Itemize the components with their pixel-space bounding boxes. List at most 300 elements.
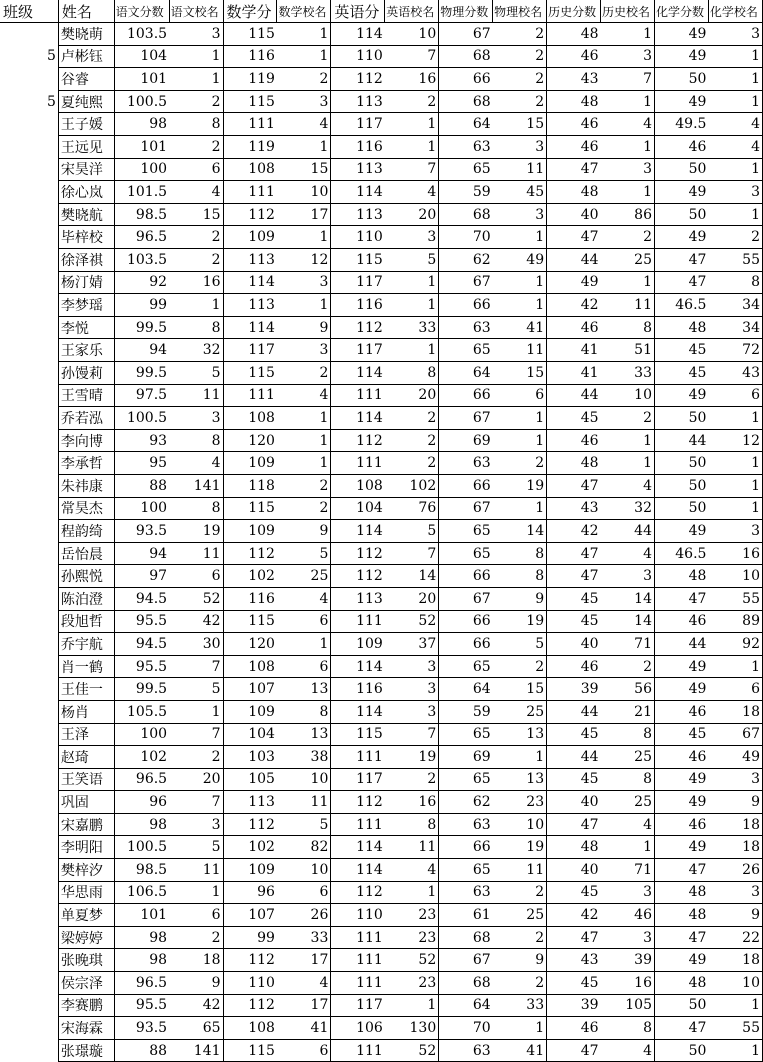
chemistry-rank[interactable]: 55 <box>708 1017 762 1040</box>
english-score[interactable]: 116 <box>331 136 385 159</box>
chemistry-score[interactable]: 49 <box>654 384 708 407</box>
class-cell[interactable] <box>0 203 58 226</box>
english-rank[interactable]: 52 <box>385 949 439 972</box>
chemistry-score[interactable]: 46.5 <box>654 542 708 565</box>
class-cell[interactable] <box>0 452 58 475</box>
english-rank[interactable]: 2 <box>385 429 439 452</box>
chemistry-rank[interactable]: 49 <box>708 746 762 769</box>
physics-score[interactable]: 68 <box>439 926 493 949</box>
history-rank[interactable]: 16 <box>601 972 655 995</box>
chinese-score[interactable]: 95.5 <box>114 994 169 1017</box>
english-score[interactable]: 111 <box>331 610 385 633</box>
header-history-score[interactable]: 历史分数 <box>547 0 601 23</box>
class-cell[interactable] <box>0 113 58 136</box>
chemistry-rank[interactable]: 4 <box>708 113 762 136</box>
chinese-score[interactable]: 98.5 <box>114 859 169 882</box>
history-score[interactable]: 48 <box>547 23 601 46</box>
chinese-score[interactable]: 99.5 <box>114 362 169 385</box>
math-rank[interactable]: 2 <box>277 68 331 91</box>
chinese-rank[interactable]: 42 <box>169 994 223 1017</box>
history-score[interactable]: 47 <box>547 158 601 181</box>
english-score[interactable]: 111 <box>331 926 385 949</box>
math-rank[interactable]: 26 <box>277 904 331 927</box>
english-rank[interactable]: 1 <box>385 136 439 159</box>
english-rank[interactable]: 2 <box>385 768 439 791</box>
history-rank[interactable]: 11 <box>601 294 655 317</box>
math-rank[interactable]: 10 <box>277 859 331 882</box>
chemistry-rank[interactable]: 18 <box>708 949 762 972</box>
name-cell[interactable]: 张晚琪 <box>58 949 114 972</box>
math-score[interactable]: 96 <box>223 881 277 904</box>
chinese-score[interactable]: 94.5 <box>114 587 169 610</box>
math-rank[interactable]: 1 <box>277 23 331 46</box>
class-cell[interactable] <box>0 384 58 407</box>
math-rank[interactable]: 17 <box>277 949 331 972</box>
chinese-score[interactable]: 98 <box>114 113 169 136</box>
history-rank[interactable]: 3 <box>601 565 655 588</box>
history-score[interactable]: 46 <box>547 316 601 339</box>
history-rank[interactable]: 8 <box>601 1017 655 1040</box>
physics-score[interactable]: 65 <box>439 158 493 181</box>
history-rank[interactable]: 46 <box>601 904 655 927</box>
physics-rank[interactable]: 25 <box>493 700 547 723</box>
physics-score[interactable]: 62 <box>439 791 493 814</box>
chemistry-rank[interactable]: 1 <box>708 474 762 497</box>
physics-rank[interactable]: 19 <box>493 474 547 497</box>
chemistry-score[interactable]: 44 <box>654 633 708 656</box>
chemistry-score[interactable]: 50 <box>654 158 708 181</box>
class-cell[interactable] <box>0 181 58 204</box>
math-score[interactable]: 117 <box>223 339 277 362</box>
history-score[interactable]: 46 <box>547 655 601 678</box>
history-score[interactable]: 42 <box>547 904 601 927</box>
physics-rank[interactable]: 11 <box>493 339 547 362</box>
math-rank[interactable]: 6 <box>277 655 331 678</box>
physics-score[interactable]: 65 <box>439 520 493 543</box>
physics-score[interactable]: 66 <box>439 836 493 859</box>
class-cell[interactable] <box>0 994 58 1017</box>
physics-score[interactable]: 64 <box>439 994 493 1017</box>
history-rank[interactable]: 8 <box>601 723 655 746</box>
english-score[interactable]: 114 <box>331 859 385 882</box>
chinese-rank[interactable]: 1 <box>169 45 223 68</box>
chemistry-score[interactable]: 48 <box>654 881 708 904</box>
physics-rank[interactable]: 8 <box>493 542 547 565</box>
class-cell[interactable] <box>0 587 58 610</box>
physics-rank[interactable]: 14 <box>493 520 547 543</box>
physics-rank[interactable]: 1 <box>493 271 547 294</box>
english-rank[interactable]: 52 <box>385 610 439 633</box>
english-rank[interactable]: 20 <box>385 384 439 407</box>
history-score[interactable]: 45 <box>547 723 601 746</box>
header-class[interactable]: 班级 <box>0 0 58 23</box>
physics-score[interactable]: 65 <box>439 859 493 882</box>
chemistry-rank[interactable]: 1 <box>708 158 762 181</box>
math-score[interactable]: 115 <box>223 362 277 385</box>
physics-rank[interactable]: 11 <box>493 859 547 882</box>
english-score[interactable]: 117 <box>331 113 385 136</box>
physics-rank[interactable]: 6 <box>493 384 547 407</box>
history-score[interactable]: 47 <box>547 813 601 836</box>
chinese-score[interactable]: 99 <box>114 294 169 317</box>
history-score[interactable]: 42 <box>547 520 601 543</box>
name-cell[interactable]: 夏纯熙 <box>58 90 114 113</box>
name-cell[interactable]: 李梦瑶 <box>58 294 114 317</box>
english-score[interactable]: 109 <box>331 633 385 656</box>
math-score[interactable]: 118 <box>223 474 277 497</box>
physics-rank[interactable]: 5 <box>493 633 547 656</box>
english-score[interactable]: 112 <box>331 881 385 904</box>
chemistry-score[interactable]: 49 <box>654 791 708 814</box>
math-rank[interactable]: 82 <box>277 836 331 859</box>
math-score[interactable]: 109 <box>223 452 277 475</box>
chinese-score[interactable]: 95.5 <box>114 610 169 633</box>
history-score[interactable]: 43 <box>547 949 601 972</box>
math-score[interactable]: 108 <box>223 158 277 181</box>
history-rank[interactable]: 32 <box>601 497 655 520</box>
name-cell[interactable]: 岳怡晨 <box>58 542 114 565</box>
english-rank[interactable]: 4 <box>385 181 439 204</box>
header-chinese-score[interactable]: 语文分数 <box>114 0 169 23</box>
class-cell[interactable] <box>0 700 58 723</box>
physics-score[interactable]: 70 <box>439 1017 493 1040</box>
chinese-score[interactable]: 99.5 <box>114 316 169 339</box>
chemistry-rank[interactable]: 18 <box>708 700 762 723</box>
math-score[interactable]: 109 <box>223 859 277 882</box>
class-cell[interactable] <box>0 791 58 814</box>
class-cell[interactable] <box>0 836 58 859</box>
history-rank[interactable]: 39 <box>601 949 655 972</box>
chinese-score[interactable]: 103.5 <box>114 23 169 46</box>
physics-rank[interactable]: 33 <box>493 994 547 1017</box>
chemistry-rank[interactable]: 89 <box>708 610 762 633</box>
physics-score[interactable]: 69 <box>439 429 493 452</box>
math-score[interactable]: 102 <box>223 836 277 859</box>
history-rank[interactable]: 14 <box>601 610 655 633</box>
name-cell[interactable]: 肖一鹤 <box>58 655 114 678</box>
chinese-score[interactable]: 99.5 <box>114 678 169 701</box>
chinese-score[interactable]: 94 <box>114 339 169 362</box>
chemistry-rank[interactable]: 9 <box>708 904 762 927</box>
class-cell[interactable] <box>0 429 58 452</box>
name-cell[interactable]: 单夏梦 <box>58 904 114 927</box>
physics-score[interactable]: 70 <box>439 226 493 249</box>
english-rank[interactable]: 33 <box>385 316 439 339</box>
name-cell[interactable]: 杨汀婧 <box>58 271 114 294</box>
english-rank[interactable]: 5 <box>385 249 439 272</box>
physics-score[interactable]: 68 <box>439 90 493 113</box>
english-score[interactable]: 111 <box>331 384 385 407</box>
math-score[interactable]: 113 <box>223 791 277 814</box>
history-rank[interactable]: 14 <box>601 587 655 610</box>
history-score[interactable]: 48 <box>547 836 601 859</box>
english-score[interactable]: 117 <box>331 339 385 362</box>
history-rank[interactable]: 4 <box>601 542 655 565</box>
chinese-score[interactable]: 101 <box>114 904 169 927</box>
chinese-rank[interactable]: 20 <box>169 768 223 791</box>
math-rank[interactable]: 10 <box>277 768 331 791</box>
history-score[interactable]: 41 <box>547 362 601 385</box>
math-rank[interactable]: 15 <box>277 158 331 181</box>
chinese-rank[interactable]: 16 <box>169 271 223 294</box>
chinese-rank[interactable]: 3 <box>169 23 223 46</box>
name-cell[interactable]: 宋海霖 <box>58 1017 114 1040</box>
chinese-rank[interactable]: 52 <box>169 587 223 610</box>
english-score[interactable]: 116 <box>331 678 385 701</box>
history-score[interactable]: 47 <box>547 474 601 497</box>
chemistry-rank[interactable]: 3 <box>708 520 762 543</box>
english-score[interactable]: 110 <box>331 45 385 68</box>
chemistry-score[interactable]: 49 <box>654 226 708 249</box>
physics-rank[interactable]: 13 <box>493 723 547 746</box>
physics-rank[interactable]: 1 <box>493 294 547 317</box>
math-rank[interactable]: 2 <box>277 497 331 520</box>
chinese-rank[interactable]: 32 <box>169 339 223 362</box>
chemistry-score[interactable]: 47 <box>654 271 708 294</box>
class-cell[interactable] <box>0 655 58 678</box>
physics-score[interactable]: 67 <box>439 407 493 430</box>
english-score[interactable]: 114 <box>331 655 385 678</box>
name-cell[interactable]: 王笑语 <box>58 768 114 791</box>
math-rank[interactable]: 6 <box>277 1039 331 1062</box>
english-score[interactable]: 117 <box>331 994 385 1017</box>
name-cell[interactable]: 王远见 <box>58 136 114 159</box>
physics-rank[interactable]: 2 <box>493 655 547 678</box>
chinese-score[interactable]: 100.5 <box>114 90 169 113</box>
math-score[interactable]: 112 <box>223 994 277 1017</box>
math-score[interactable]: 119 <box>223 68 277 91</box>
chinese-score[interactable]: 100 <box>114 497 169 520</box>
english-score[interactable]: 115 <box>331 249 385 272</box>
class-cell[interactable] <box>0 407 58 430</box>
class-cell[interactable] <box>0 136 58 159</box>
english-score[interactable]: 114 <box>331 181 385 204</box>
physics-score[interactable]: 63 <box>439 316 493 339</box>
name-cell[interactable]: 赵琦 <box>58 746 114 769</box>
chemistry-rank[interactable]: 72 <box>708 339 762 362</box>
header-physics-score[interactable]: 物理分数 <box>439 0 493 23</box>
physics-score[interactable]: 65 <box>439 542 493 565</box>
chemistry-rank[interactable]: 1 <box>708 497 762 520</box>
math-score[interactable]: 115 <box>223 23 277 46</box>
chinese-rank[interactable]: 42 <box>169 610 223 633</box>
physics-score[interactable]: 68 <box>439 45 493 68</box>
class-cell[interactable] <box>0 813 58 836</box>
header-chemistry-score[interactable]: 化学分数 <box>654 0 708 23</box>
chinese-rank[interactable]: 6 <box>169 904 223 927</box>
history-score[interactable]: 46 <box>547 429 601 452</box>
english-score[interactable]: 106 <box>331 1017 385 1040</box>
english-rank[interactable]: 2 <box>385 452 439 475</box>
chinese-score[interactable]: 98 <box>114 813 169 836</box>
header-name[interactable]: 姓名 <box>58 0 114 23</box>
chinese-rank[interactable]: 2 <box>169 746 223 769</box>
physics-rank[interactable]: 2 <box>493 926 547 949</box>
physics-score[interactable]: 69 <box>439 746 493 769</box>
math-score[interactable]: 115 <box>223 497 277 520</box>
history-score[interactable]: 40 <box>547 203 601 226</box>
history-rank[interactable]: 3 <box>601 926 655 949</box>
class-cell[interactable] <box>0 610 58 633</box>
chemistry-rank[interactable]: 8 <box>708 271 762 294</box>
history-score[interactable]: 47 <box>547 926 601 949</box>
header-math-rank[interactable]: 数学校名 <box>277 0 331 23</box>
name-cell[interactable]: 宋昊洋 <box>58 158 114 181</box>
english-rank[interactable]: 2 <box>385 90 439 113</box>
chinese-score[interactable]: 88 <box>114 1039 169 1062</box>
english-rank[interactable]: 23 <box>385 972 439 995</box>
history-rank[interactable]: 1 <box>601 136 655 159</box>
chinese-rank[interactable]: 9 <box>169 972 223 995</box>
chemistry-score[interactable]: 47 <box>654 587 708 610</box>
chemistry-rank[interactable]: 3 <box>708 881 762 904</box>
english-rank[interactable]: 52 <box>385 1039 439 1062</box>
history-score[interactable]: 45 <box>547 881 601 904</box>
class-cell[interactable] <box>0 904 58 927</box>
chemistry-rank[interactable]: 12 <box>708 429 762 452</box>
name-cell[interactable]: 张璟璇 <box>58 1039 114 1062</box>
english-rank[interactable]: 4 <box>385 859 439 882</box>
math-score[interactable]: 114 <box>223 316 277 339</box>
english-rank[interactable]: 1 <box>385 294 439 317</box>
physics-score[interactable]: 65 <box>439 768 493 791</box>
chemistry-rank[interactable]: 1 <box>708 68 762 91</box>
english-score[interactable]: 111 <box>331 452 385 475</box>
chinese-score[interactable]: 97.5 <box>114 384 169 407</box>
class-cell[interactable] <box>0 68 58 91</box>
history-rank[interactable]: 3 <box>601 881 655 904</box>
math-score[interactable]: 108 <box>223 655 277 678</box>
math-score[interactable]: 112 <box>223 813 277 836</box>
class-cell[interactable] <box>0 678 58 701</box>
math-score[interactable]: 104 <box>223 723 277 746</box>
chemistry-rank[interactable]: 9 <box>708 791 762 814</box>
chinese-rank[interactable]: 15 <box>169 203 223 226</box>
history-score[interactable]: 45 <box>547 610 601 633</box>
name-cell[interactable]: 樊晓航 <box>58 203 114 226</box>
chemistry-score[interactable]: 47 <box>654 926 708 949</box>
chinese-score[interactable]: 93.5 <box>114 520 169 543</box>
name-cell[interactable]: 王子媛 <box>58 113 114 136</box>
chinese-rank[interactable]: 141 <box>169 1039 223 1062</box>
chemistry-score[interactable]: 50 <box>654 452 708 475</box>
math-rank[interactable]: 2 <box>277 362 331 385</box>
physics-rank[interactable]: 15 <box>493 678 547 701</box>
name-cell[interactable]: 段旭哲 <box>58 610 114 633</box>
chinese-score[interactable]: 95.5 <box>114 655 169 678</box>
history-rank[interactable]: 8 <box>601 316 655 339</box>
history-rank[interactable]: 1 <box>601 429 655 452</box>
chemistry-rank[interactable]: 22 <box>708 926 762 949</box>
history-score[interactable]: 45 <box>547 587 601 610</box>
math-rank[interactable]: 9 <box>277 316 331 339</box>
physics-score[interactable]: 64 <box>439 678 493 701</box>
math-rank[interactable]: 38 <box>277 746 331 769</box>
english-score[interactable]: 114 <box>331 836 385 859</box>
physics-rank[interactable]: 2 <box>493 972 547 995</box>
class-cell[interactable] <box>0 226 58 249</box>
chinese-score[interactable]: 100 <box>114 723 169 746</box>
english-rank[interactable]: 20 <box>385 587 439 610</box>
history-score[interactable]: 44 <box>547 249 601 272</box>
chinese-score[interactable]: 100.5 <box>114 836 169 859</box>
english-rank[interactable]: 19 <box>385 746 439 769</box>
english-score[interactable]: 110 <box>331 904 385 927</box>
chemistry-score[interactable]: 49 <box>654 520 708 543</box>
physics-rank[interactable]: 45 <box>493 181 547 204</box>
name-cell[interactable]: 乔宇航 <box>58 633 114 656</box>
chinese-rank[interactable]: 7 <box>169 655 223 678</box>
chemistry-rank[interactable]: 1 <box>708 203 762 226</box>
chinese-rank[interactable]: 4 <box>169 452 223 475</box>
name-cell[interactable]: 陈泊澄 <box>58 587 114 610</box>
history-rank[interactable]: 1 <box>601 90 655 113</box>
physics-score[interactable]: 65 <box>439 339 493 362</box>
english-rank[interactable]: 14 <box>385 565 439 588</box>
physics-score[interactable]: 66 <box>439 633 493 656</box>
class-cell[interactable] <box>0 474 58 497</box>
history-score[interactable]: 44 <box>547 384 601 407</box>
physics-score[interactable]: 62 <box>439 249 493 272</box>
chemistry-score[interactable]: 47 <box>654 249 708 272</box>
history-rank[interactable]: 51 <box>601 339 655 362</box>
chemistry-score[interactable]: 49 <box>654 181 708 204</box>
history-rank[interactable]: 8 <box>601 768 655 791</box>
english-rank[interactable]: 10 <box>385 23 439 46</box>
english-rank[interactable]: 23 <box>385 926 439 949</box>
math-rank[interactable]: 1 <box>277 226 331 249</box>
chinese-rank[interactable]: 5 <box>169 362 223 385</box>
history-score[interactable]: 45 <box>547 407 601 430</box>
physics-rank[interactable]: 15 <box>493 113 547 136</box>
class-cell[interactable]: 5 <box>0 90 58 113</box>
physics-rank[interactable]: 23 <box>493 791 547 814</box>
chemistry-rank[interactable]: 55 <box>708 249 762 272</box>
math-score[interactable]: 109 <box>223 520 277 543</box>
chinese-score[interactable]: 93 <box>114 429 169 452</box>
english-rank[interactable]: 8 <box>385 362 439 385</box>
history-rank[interactable]: 1 <box>601 181 655 204</box>
class-cell[interactable] <box>0 633 58 656</box>
physics-score[interactable]: 67 <box>439 271 493 294</box>
chemistry-score[interactable]: 48 <box>654 316 708 339</box>
english-score[interactable]: 113 <box>331 158 385 181</box>
physics-score[interactable]: 63 <box>439 136 493 159</box>
name-cell[interactable]: 宋嘉鹏 <box>58 813 114 836</box>
english-rank[interactable]: 102 <box>385 474 439 497</box>
english-score[interactable]: 115 <box>331 723 385 746</box>
math-score[interactable]: 116 <box>223 45 277 68</box>
history-score[interactable]: 44 <box>547 746 601 769</box>
chemistry-score[interactable]: 49.5 <box>654 113 708 136</box>
physics-score[interactable]: 63 <box>439 1039 493 1062</box>
name-cell[interactable]: 王泽 <box>58 723 114 746</box>
chemistry-rank[interactable]: 1 <box>708 994 762 1017</box>
english-rank[interactable]: 3 <box>385 655 439 678</box>
chemistry-score[interactable]: 46 <box>654 610 708 633</box>
english-rank[interactable]: 2 <box>385 407 439 430</box>
chemistry-rank[interactable]: 1 <box>708 452 762 475</box>
physics-score[interactable]: 67 <box>439 587 493 610</box>
physics-rank[interactable]: 2 <box>493 45 547 68</box>
history-rank[interactable]: 25 <box>601 746 655 769</box>
physics-rank[interactable]: 1 <box>493 1017 547 1040</box>
name-cell[interactable]: 李承哲 <box>58 452 114 475</box>
english-rank[interactable]: 130 <box>385 1017 439 1040</box>
class-cell[interactable] <box>0 972 58 995</box>
math-score[interactable]: 113 <box>223 249 277 272</box>
physics-rank[interactable]: 3 <box>493 136 547 159</box>
